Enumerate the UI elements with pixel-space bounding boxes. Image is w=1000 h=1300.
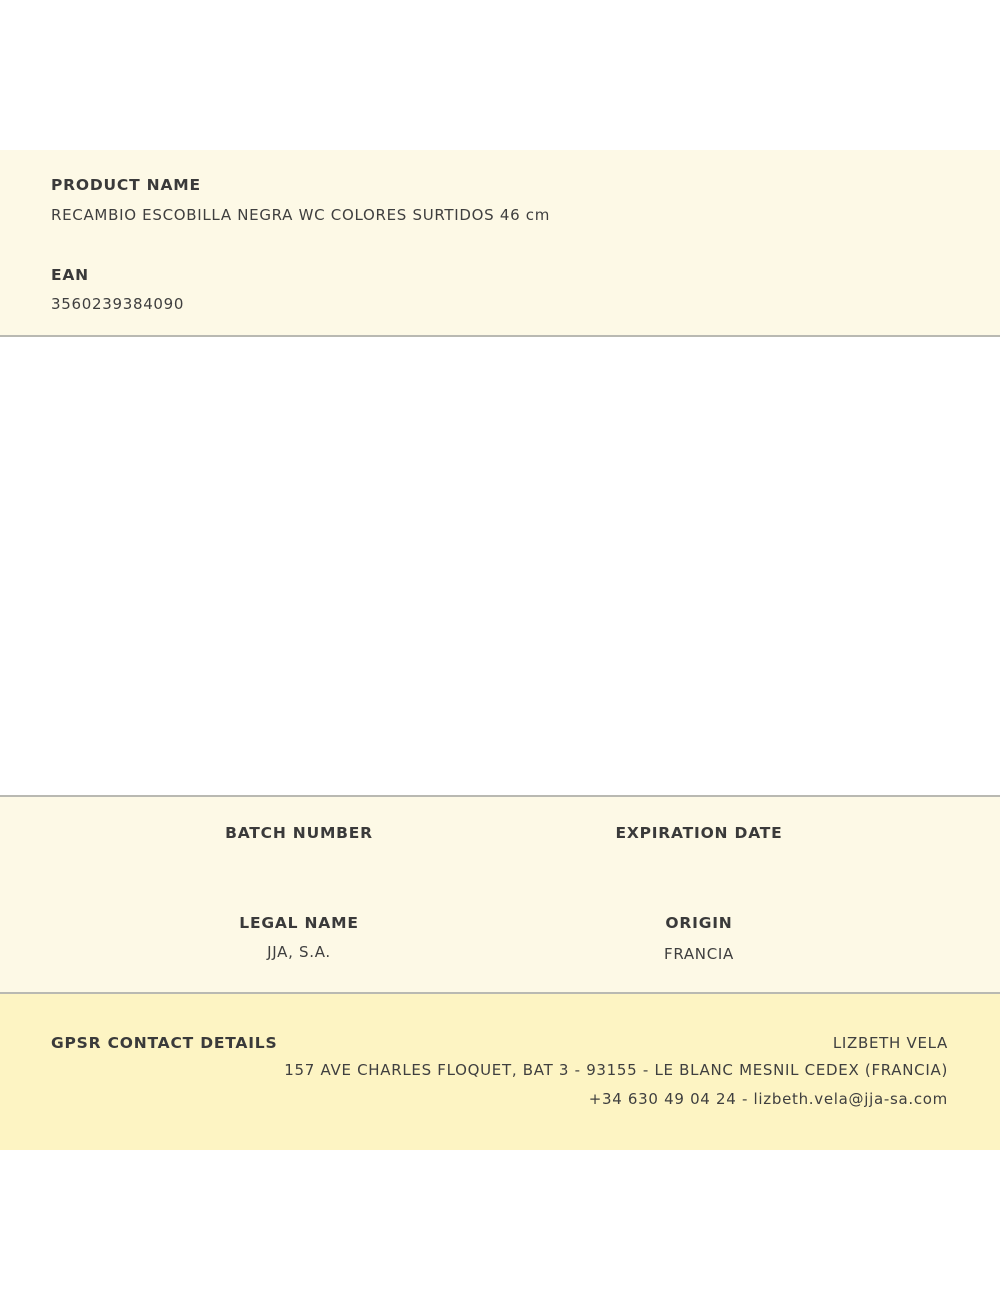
batch-number-label: BATCH NUMBER xyxy=(225,824,373,842)
ean-label: EAN xyxy=(51,266,89,284)
product-name-value: RECAMBIO ESCOBILLA NEGRA WC COLORES SURTIDOS 46 cm xyxy=(51,206,551,224)
product-info-section xyxy=(0,150,1000,337)
gpsr-contact-section xyxy=(0,994,1000,1150)
ean-value: 3560239384090 xyxy=(51,295,185,313)
legal-name-value: JJA, S.A. xyxy=(267,943,331,961)
contact-person-name: LIZBETH VELA xyxy=(832,1034,948,1052)
batch-details-section xyxy=(0,795,1000,994)
origin-value: FRANCIA xyxy=(664,945,734,963)
contact-address: 157 AVE CHARLES FLOQUET, BAT 3 - 93155 - LE BLANC MESNIL CEDEX (FRANCIA) xyxy=(284,1061,948,1079)
contact-phone-email: +34 630 49 04 24 - lizbeth.vela@jja-sa.com xyxy=(588,1090,948,1108)
legal-name-label: LEGAL NAME xyxy=(239,914,359,932)
product-name-label: PRODUCT NAME xyxy=(51,176,201,194)
origin-label: ORIGIN xyxy=(665,914,733,932)
expiration-date-label: EXPIRATION DATE xyxy=(615,824,783,842)
gpsr-contact-title: GPSR CONTACT DETAILS xyxy=(51,1034,278,1052)
